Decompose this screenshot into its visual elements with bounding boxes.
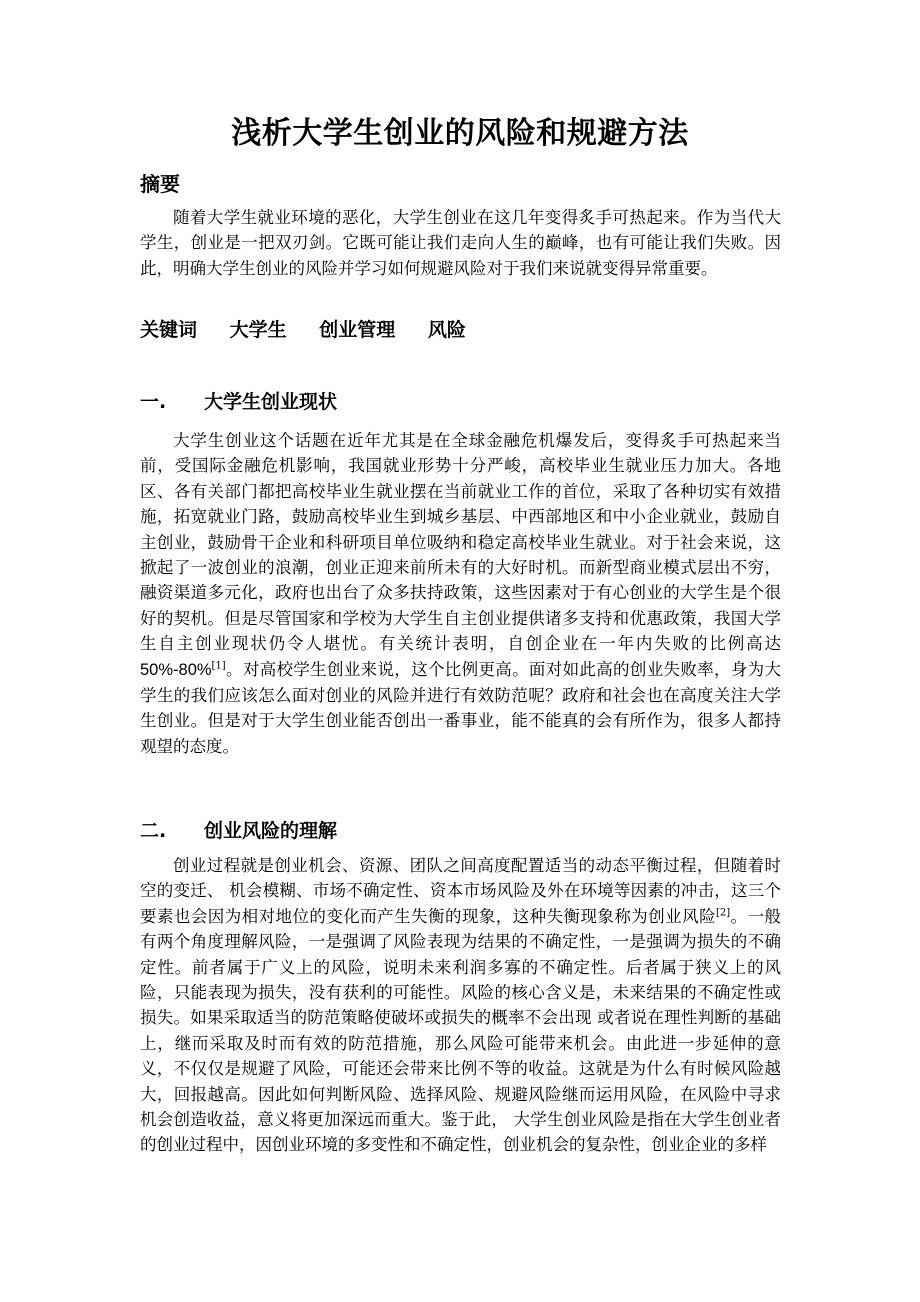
- section-paragraph: [140, 853, 781, 1158]
- section-paragraph: [140, 428, 781, 759]
- paragraph-text: 。对高校学生创业来说，这个比例更高。面对如此高的创业失败率，身为大学生的我们应该怎么面对创业的风险并进行有效防范呢？政府和社会也在高度关注大学生创业。但是对于大学生创业能否创出一番事业，能不能真的会有所作为，很多人都持观望的态度。: [140, 659, 781, 756]
- citation-marker: [2]: [716, 907, 731, 919]
- paragraph-text: 创业过程就是创业机会、资源、团队之间高度配置适当的动态平衡过程，但随着时空的变迁、 机会模糊、市场不确定性、资本市场风险及外在环境等因素的冲击，这三个要素也会因为相对地位的变化而产生失衡的现象，这种失衡现象称为创业风险: [140, 856, 781, 926]
- abstract-paragraph: 随着大学生就业环境的恶化，大学生创业在这几年变得炙手可热起来。作为当代大学生，创业是一把双刃剑。它既可能让我们走向人生的巅峰，也有可能让我们失败。因此，明确大学生创业的风险并学习如何规避风险对于我们来说就变得异常重要。: [140, 208, 781, 278]
- keywords-label: 关键词: [140, 319, 198, 341]
- keyword-item: 大学生: [229, 319, 287, 341]
- citation-marker: [1]: [211, 660, 226, 672]
- keywords-line: [140, 316, 492, 344]
- paragraph-text: 大学生创业这个话题在近年尤其是在全球金融危机爆发后，变得炙手可热起来当前，受国际金融危机影响，我国就业形势十分严峻，高校毕业生就业压力加大。各地区、各有关部门都把高校毕业生就业摆在当前就业工作的首位，采取了各种切实有效措施，拓宽就业门路，鼓励高校毕业生到城乡基层、中西部地区和中小企业就业，鼓励自主创业，鼓励骨干企业和科研项目单位吸纳和稳定高校毕业生就业。对于社会来说，这掀起了一波创业的浪潮，创业正迎来前所未有的大好时机。而新型商业模式层出不穷，融资渠道多元化，政府也出台了众多扶持政策，这些因素对于有心创业的大学生是个很好的契机。但是尽管国家和学校为大学生自主创业提供诸多支持和优惠政策，我国大学生自主创业现状仍令人堪忧。有关统计表明，自创企业在一年内失败的比例高达: [140, 431, 781, 654]
- paragraph-text: 。一般有两个角度理解风险，一是强调了风险表现为结果的不确定性，一是强调为损失的不确定性。前者属于广义上的风险，说明未来利润多寡的不确定性。后者属于狭义上的风险，只能表现为损失，没有获利的可能性。风险的核心含义是，未来结果的不确定性或损失。如果采取适当的防范策略使破坏或损失的概率不会出现 或者说在理性判断的基础上，继而采取及时而有效的防范措施，那么风险可能带来机会。由此进一步延伸的意义，不仅仅是规避了风险，可能还会带来比例不等的收益。这就是为什么有时候风险越大，回报越高。因此如何判断风险、选择风险、规避风险继而运用风险，在风险中寻求机会创造收益，意义将更加深远而重大。鉴于此， 大学生创业风险是指在大学生创业者的创业过程中，因创业环境的多变性和不确定性，创业机会的复杂性，创业企业的多样: [140, 906, 782, 1155]
- document-title: 浅析大学生创业的风险和规避方法: [231, 116, 689, 151]
- section-title: 大学生创业现状: [204, 391, 338, 413]
- abstract-heading: 摘要: [140, 172, 180, 196]
- section-title: 创业风险的理解: [204, 820, 338, 842]
- section-number: 一.: [140, 391, 167, 413]
- section-number: 二.: [140, 820, 167, 842]
- section-heading: [140, 388, 337, 416]
- failure-rate-stat: 50%-80%: [140, 660, 212, 679]
- keyword-item: 风险: [427, 319, 466, 341]
- section-heading: [140, 817, 337, 845]
- keyword-item: 创业管理: [319, 319, 396, 341]
